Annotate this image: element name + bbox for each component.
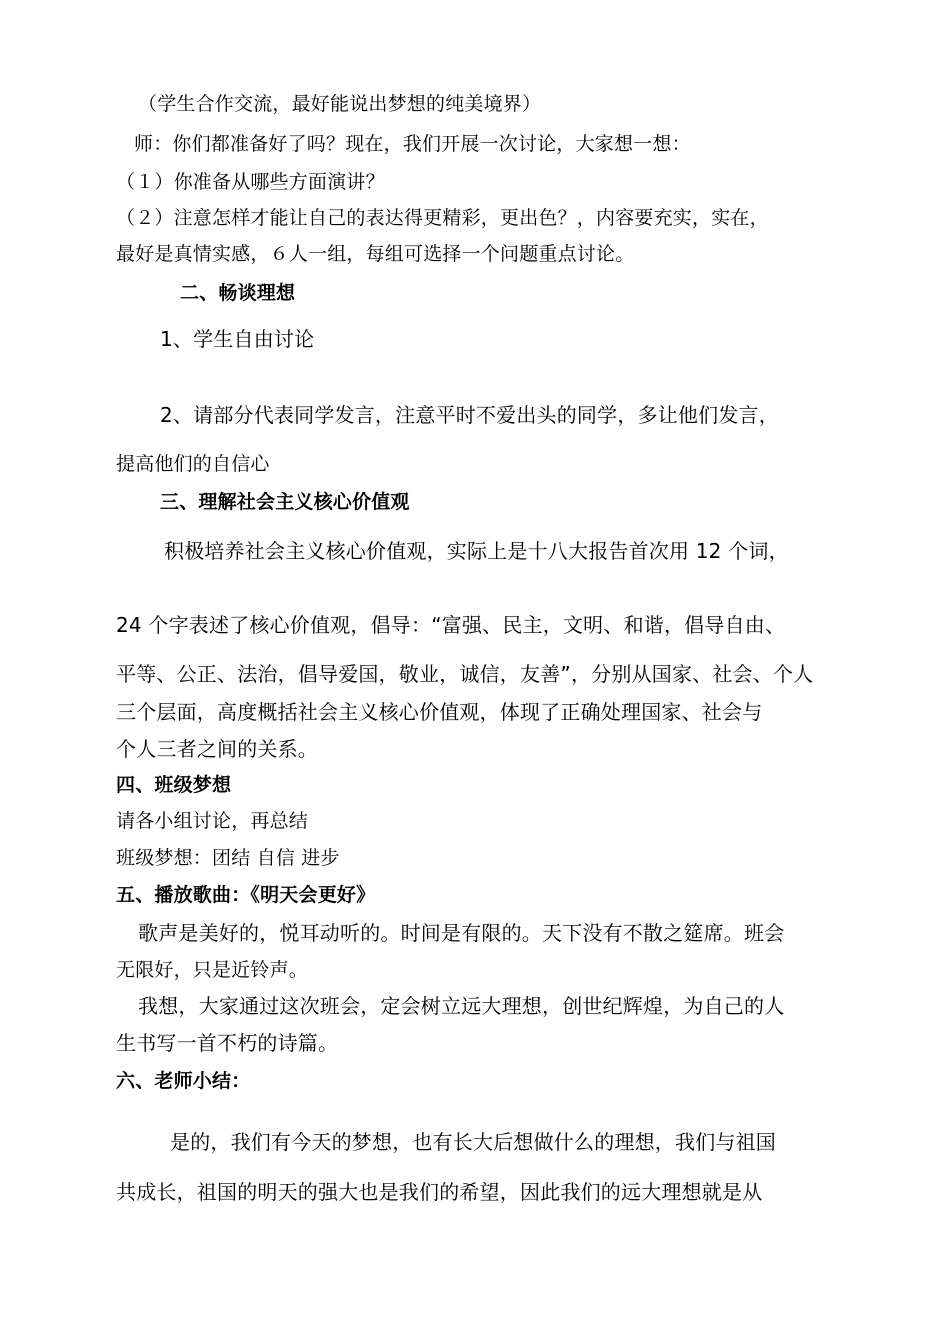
text-line: 24 个字表述了核心价值观，倡导：“富强、民主，文明、和谐，倡导自由、 [116,613,786,637]
text-line: 师：你们都准备好了吗？现在，我们开展一次讨论，大家想一想： [134,133,691,155]
section-heading: 五、播放歌曲：《明天会更好》 [116,884,376,906]
text-line: 生书写一首不朽的诗篇。 [116,1031,339,1055]
section-heading: 四、班级梦想 [116,774,232,796]
text-line: 是的，我们有今天的梦想，也有长大后想做什么的理想，我们与祖国 [170,1130,776,1154]
text-line: 我想，大家通过这次班会，定会树立远大理想，创世纪辉煌，为自己的人 [138,994,785,1018]
text-line: 无限好，只是近铃声。 [116,959,309,981]
text-line: 1、学生自由讨论 [160,327,315,351]
text-line: 班级梦想：团结 自信 进步 [116,847,340,869]
text-line: 积极培养社会主义核心价值观，实际上是十八大报告首次用 12 个词， [164,539,789,563]
text-line: 共成长，祖国的明天的强大也是我们的希望，因此我们的远大理想就是从 [116,1180,763,1204]
text-line: 2、请部分代表同学发言，注意平时不爱出头的同学，多让他们发言， [160,403,779,427]
section-heading: 三、理解社会主义核心价值观 [160,491,410,513]
text-line: 三个层面，高度概括社会主义核心价值观，体现了正确处理国家、社会与 [116,700,763,724]
text-line: （１）你准备从哪些方面演讲？ [116,171,385,193]
text-line: 个人三者之间的关系。 [116,737,318,761]
text-line: 平等、公正、法治，倡导爱国，敬业，诚信，友善”，分别从国家、社会、个人 [116,662,814,686]
text-line: 提高他们的自信心 [116,453,270,475]
section-heading: 六、老师小结： [116,1070,251,1092]
text-line: （学生合作交流，最好能说出梦想的纯美境界） [138,93,542,115]
text-line: （２）注意怎样才能让自己的表达得更精彩，更出色？，内容要充实，实在， [116,207,769,229]
text-line: 最好是真情实感，６人一组，每组可选择一个问题重点讨论。 [116,243,635,265]
section-heading: 二、畅谈理想 [180,282,296,304]
text-line: 歌声是美好的，悦耳动听的。时间是有限的。天下没有不散之筵席。班会 [138,921,785,945]
text-line: 请各小组讨论，再总结 [116,810,309,832]
